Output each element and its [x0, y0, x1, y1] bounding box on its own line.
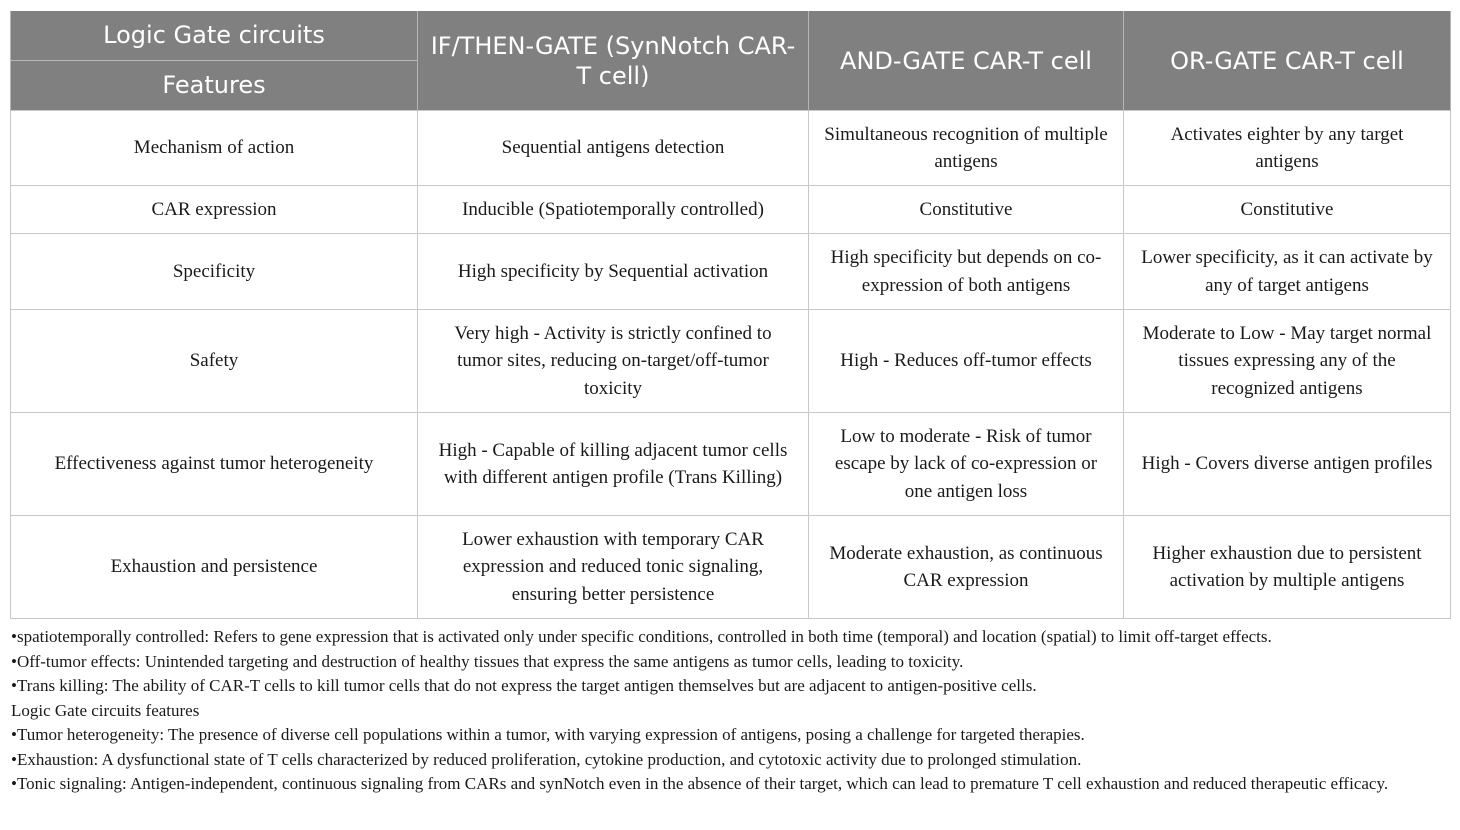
or-gate-cell: Higher exhaustion due to persistent activation by multiple antigens [1124, 516, 1451, 619]
table-row [11, 516, 1451, 619]
if-then-cell: Sequential antigens detection [418, 111, 809, 186]
footnote-exhaustion: •Exhaustion: A dysfunctional state of T cells characterized by reduced proliferation, cytokine production, and cytotoxic activity due to prolonged stimulation. [11, 749, 1082, 769]
footnote-spatiotemporal: •spatiotemporally controlled: Refers to gene expression that is activated only under specific conditions, controlled in both time (temporal) and location (spatial) to limit off-target effects. [11, 627, 1272, 646]
table-row [11, 186, 1451, 234]
and-gate-cell: Low to moderate - Risk of tumor escape by lack of co-expression or one antigen loss [809, 413, 1124, 516]
feature-cell: CAR expression [11, 186, 418, 234]
and-gate-cell: Moderate exhaustion, as continuous CAR expression [809, 516, 1124, 619]
if-then-cell: Lower exhaustion with temporary CAR expression and reduced tonic signaling, ensuring better persistence [418, 516, 809, 619]
table-row [11, 310, 1451, 413]
footnote-tumor-heterogeneity: •Tumor heterogeneity: The presence of diverse cell populations within a tumor, with varying expression of antigens, posing a challenge for targeted therapies. [11, 725, 1085, 744]
or-gate-cell: Constitutive [1124, 186, 1451, 234]
table-body [11, 111, 1451, 619]
header-features: Features [162, 71, 266, 99]
header-row [11, 11, 1451, 111]
table-row [11, 234, 1451, 310]
footnote-off-tumor: •Off-tumor effects: Unintended targeting and destruction of healthy tissues that express the same antigens as tumor cells, leading to toxicity. [11, 651, 964, 671]
header-or-gate: OR-GATE CAR-T cell [1124, 11, 1451, 111]
footnote-tonic-signaling: •Tonic signaling: Antigen-independent, continuous signaling from CARs and synNotch even in the absence of their target, which can lead to premature T cell exhaustion and reduced therapeutic efficacy. [11, 774, 1389, 793]
and-gate-cell: High specificity but depends on co-expression of both antigens [809, 234, 1124, 310]
if-then-cell: High specificity by Sequential activation [418, 234, 809, 310]
and-gate-cell: High - Reduces off-tumor effects [809, 310, 1124, 413]
feature-cell: Specificity [11, 234, 418, 310]
header-corner-cell [11, 11, 418, 111]
feature-cell: Exhaustion and persistence [11, 516, 418, 619]
feature-cell: Mechanism of action [11, 111, 418, 186]
feature-cell: Safety [11, 310, 418, 413]
feature-cell: Effectiveness against tumor heterogeneity [11, 413, 418, 516]
if-then-cell: Inducible (Spatiotemporally controlled) [418, 186, 809, 234]
and-gate-cell: Constitutive [809, 186, 1124, 234]
comparison-table-container [10, 11, 1450, 619]
table-header [11, 11, 1451, 111]
and-gate-cell: Simultaneous recognition of multiple antigens [809, 111, 1124, 186]
footnote-trans-killing: •Trans killing: The ability of CAR-T cells to kill tumor cells that do not express the target antigen themselves but are adjacent to antigen-positive cells. [11, 676, 1037, 695]
table-row [11, 111, 1451, 186]
if-then-cell: High - Capable of killing adjacent tumor cells with different antigen profile (Trans Killing) [418, 413, 809, 516]
or-gate-cell: Moderate to Low - May target normal tissues expressing any of the recognized antigens [1124, 310, 1451, 413]
header-and-gate: AND-GATE CAR-T cell [809, 11, 1124, 111]
or-gate-cell: Lower specificity, as it can activate by any of target antigens [1124, 234, 1451, 310]
footnote-section-label: Logic Gate circuits features [11, 700, 200, 720]
or-gate-cell: High - Covers diverse antigen profiles [1124, 413, 1451, 516]
or-gate-cell: Activates eighter by any target antigens [1124, 111, 1451, 186]
table-footnotes [11, 625, 1449, 797]
logic-gate-comparison-table [10, 11, 1451, 619]
header-logic-gate-circuits: Logic Gate circuits [11, 11, 417, 61]
if-then-cell: Very high - Activity is strictly confined to tumor sites, reducing on-target/off-tumor toxicity [418, 310, 809, 413]
table-row [11, 413, 1451, 516]
header-if-then-gate: IF/THEN-GATE (SynNotch CAR-T cell) [418, 11, 809, 111]
